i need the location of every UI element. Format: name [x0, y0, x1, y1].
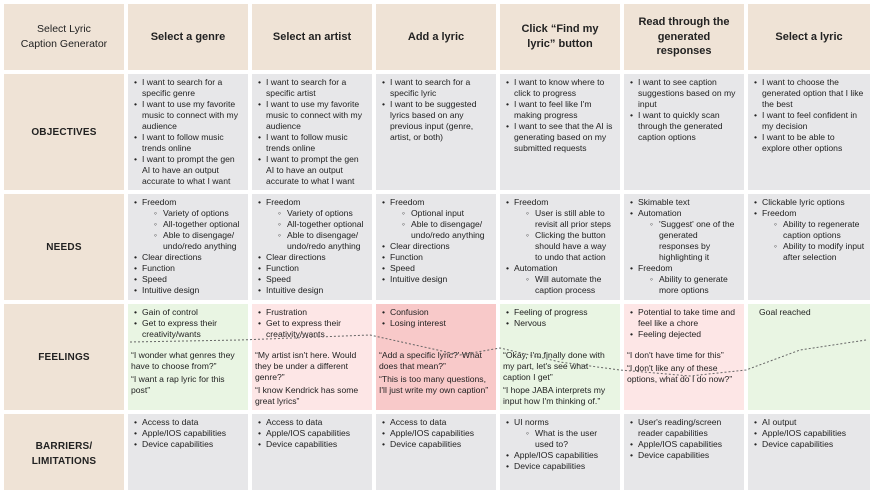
- barriers-cell: [376, 414, 496, 490]
- bullet-text: UI norms: [514, 417, 549, 427]
- bullet-text: Freedom: [638, 263, 673, 273]
- sub-bullet-item: ◦ Optional input: [402, 208, 491, 219]
- bullet-text: Device capabilities: [762, 439, 834, 449]
- bullet-item: [753, 208, 865, 263]
- bullet-list: [753, 197, 865, 263]
- feeling-list: [381, 307, 491, 329]
- bullet-text: Intuitive design: [390, 274, 448, 284]
- stage-header: [252, 4, 372, 70]
- user-quote: “I don't have time for this”: [627, 350, 724, 360]
- bullet-text: Apple/IOS capabilities: [142, 428, 227, 438]
- feeling-list: [257, 307, 367, 340]
- feeling-item: • Get to express their creativity/wants: [257, 318, 367, 340]
- sub-bullet-item: ◦ Able to disengage/ undo/redo anything: [154, 230, 243, 252]
- feelings-cell: [748, 304, 870, 410]
- feeling-item: • Feeling dejected: [629, 329, 739, 340]
- feeling-item: • Gain of control: [133, 307, 243, 318]
- bullet-item: [257, 274, 367, 285]
- bullet-item: [381, 241, 491, 252]
- bullet-item: • I want to choose the generated option that I like the best: [753, 77, 865, 110]
- bullet-item: [505, 263, 615, 296]
- bullet-list: [257, 417, 367, 450]
- bullet-item: • I want to know where to click to progress: [505, 77, 615, 99]
- bullet-text: Speed: [142, 274, 167, 284]
- bullet-list: [629, 77, 739, 143]
- objectives-cell: [624, 74, 744, 190]
- bullet-item: [505, 197, 615, 263]
- bullet-text: Apple/IOS capabilities: [266, 428, 351, 438]
- sub-bullet-list: [154, 208, 243, 252]
- feeling-item: • Confusion: [381, 307, 491, 318]
- bullet-text: Device capabilities: [638, 450, 710, 460]
- needs-cell: [128, 194, 248, 300]
- bullet-item: [629, 263, 739, 296]
- bullet-item: [381, 417, 491, 428]
- bullet-text: Intuitive design: [266, 285, 324, 295]
- sub-bullet-item: ◦ All-together optional: [154, 219, 243, 230]
- bullet-item: • I want to prompt the gen AI to have an output accurate to what I want: [133, 154, 243, 187]
- bullet-item: • I want to search for a specific genre: [133, 77, 243, 99]
- bullet-list: [257, 197, 367, 296]
- goal-reached-text: Goal reached: [759, 307, 811, 317]
- bullet-item: [381, 252, 491, 263]
- stage-label: Click “Find my lyric” button: [521, 23, 599, 50]
- sub-bullet-item: ◦ All-together optional: [278, 219, 367, 230]
- barriers-cell: [252, 414, 372, 490]
- bullet-item: [753, 197, 865, 208]
- bullet-list: [629, 197, 739, 296]
- bullet-item: • I want to quickly scan through the generated caption options: [629, 110, 739, 143]
- objectives-cell: [128, 74, 248, 190]
- feeling-list: [133, 307, 243, 340]
- barriers-cell: [624, 414, 744, 490]
- feeling-list: [505, 307, 615, 329]
- bullet-text: Device capabilities: [390, 439, 462, 449]
- needs-cell: [500, 194, 620, 300]
- feelings-cell: [252, 304, 372, 410]
- stage-header: [748, 4, 870, 70]
- bullet-text: Speed: [390, 263, 415, 273]
- user-quote: “This is too many questions, I'll just write my own caption”: [379, 374, 489, 395]
- bullet-text: Speed: [266, 274, 291, 284]
- bullet-item: • I want to use my favorite music to connect with my audience: [257, 99, 367, 132]
- bullet-text: Clear directions: [142, 252, 202, 262]
- bullet-item: [257, 439, 367, 450]
- bullet-item: [381, 274, 491, 285]
- bullet-item: • I want to be able to explore other options: [753, 132, 865, 154]
- bullet-item: • I want to search for a specific artist: [257, 77, 367, 99]
- bullet-item: [753, 428, 865, 439]
- bullet-text: Device capabilities: [142, 439, 214, 449]
- bullet-item: • I want to use my favorite music to connect with my audience: [133, 99, 243, 132]
- stage-label: Select a genre: [150, 30, 226, 43]
- row-label-text: FEELINGS: [38, 351, 90, 363]
- bullet-text: Freedom: [762, 208, 797, 218]
- sub-bullet-list: [526, 274, 615, 296]
- map-title-text: Select Lyric Caption Generator: [20, 23, 108, 50]
- user-quotes: [131, 350, 245, 398]
- bullet-list: [753, 77, 865, 154]
- feelings-cell: [624, 304, 744, 410]
- bullet-item: [629, 439, 739, 450]
- bullet-item: [629, 208, 739, 263]
- bullet-item: • I want to follow music trends online: [257, 132, 367, 154]
- user-quotes: [255, 350, 369, 409]
- bullet-item: [629, 197, 739, 208]
- row-label-feelings: [4, 304, 124, 410]
- bullet-item: • I want to feel like I'm making progress: [505, 99, 615, 121]
- sub-bullet-list: [650, 219, 739, 263]
- feeling-item: • Losing interest: [381, 318, 491, 329]
- stage-header: [128, 4, 248, 70]
- bullet-item: [629, 450, 739, 461]
- objectives-cell: [376, 74, 496, 190]
- stage-header: [500, 4, 620, 70]
- barriers-cell: [128, 414, 248, 490]
- sub-bullet-item: ◦ 'Suggest' one of the generated responses by highlighting it: [650, 219, 739, 263]
- sub-bullet-list: [402, 208, 491, 241]
- bullet-item: [381, 428, 491, 439]
- feelings-cell: [128, 304, 248, 410]
- user-quotes: [379, 350, 493, 398]
- bullet-item: [381, 439, 491, 450]
- bullet-list: [505, 77, 615, 154]
- bullet-item: [257, 428, 367, 439]
- barriers-cell: [748, 414, 870, 490]
- feeling-item: • Potential to take time and feel like a chore: [629, 307, 739, 329]
- bullet-item: [381, 263, 491, 274]
- sub-bullet-item: ◦ Variety of options: [154, 208, 243, 219]
- bullet-list: [753, 417, 865, 450]
- bullet-list: [505, 417, 615, 472]
- bullet-item: [133, 417, 243, 428]
- bullet-text: Access to data: [390, 417, 447, 427]
- bullet-text: AI output: [762, 417, 797, 427]
- bullet-item: • I want to feel confident in my decision: [753, 110, 865, 132]
- needs-cell: [376, 194, 496, 300]
- bullet-text: Clear directions: [266, 252, 326, 262]
- row-label-needs: [4, 194, 124, 300]
- stage-label: Select an artist: [272, 30, 352, 43]
- objectives-cell: [748, 74, 870, 190]
- feelings-cell: [376, 304, 496, 410]
- bullet-text: Access to data: [142, 417, 199, 427]
- bullet-item: [257, 285, 367, 296]
- bullet-list: [381, 77, 491, 143]
- bullet-text: Device capabilities: [514, 461, 586, 471]
- bullet-list: [257, 77, 367, 187]
- bullet-list: [381, 197, 491, 285]
- bullet-text: Device capabilities: [266, 439, 338, 449]
- bullet-text: Function: [266, 263, 299, 273]
- user-quote: “I know Kendrick has some great lyrics”: [255, 385, 359, 406]
- bullet-item: [753, 439, 865, 450]
- sub-bullet-item: ◦ User is still able to revisit all prior steps: [526, 208, 615, 230]
- bullet-text: Apple/IOS capabilities: [762, 428, 847, 438]
- bullet-item: [257, 252, 367, 263]
- sub-bullet-item: ◦ What is the user used to?: [526, 428, 615, 450]
- bullet-item: [257, 263, 367, 274]
- user-quote: “I want a rap lyric for this post”: [131, 374, 225, 395]
- sub-bullet-item: ◦ Ability to generate more options: [650, 274, 739, 296]
- bullet-item: [133, 252, 243, 263]
- bullet-item: [133, 274, 243, 285]
- sub-bullet-item: ◦ Clicking the button should have a way to undo that action: [526, 230, 615, 263]
- stage-header: [624, 4, 744, 70]
- user-quotes: [503, 350, 617, 409]
- sub-bullet-list: [526, 208, 615, 263]
- feeling-list: [629, 307, 739, 340]
- objectives-cell: [252, 74, 372, 190]
- user-quote: “I hope JABA interprets my input how I'm thinking of.”: [503, 385, 606, 406]
- bullet-item: • I want to be suggested lyrics based on any previous input (genre, artist, or both): [381, 99, 491, 143]
- bullet-text: Access to data: [266, 417, 323, 427]
- bullet-text: Apple/IOS capabilities: [638, 439, 723, 449]
- stage-header: [376, 4, 496, 70]
- bullet-text: Automation: [638, 208, 682, 218]
- feeling-item: • Get to express their creativity/wants: [133, 318, 243, 340]
- bullet-text: Freedom: [142, 197, 177, 207]
- sub-bullet-item: ◦ Will automate the caption process: [526, 274, 615, 296]
- bullet-list: [629, 417, 739, 461]
- bullet-text: Function: [390, 252, 423, 262]
- bullet-text: Skimable text: [638, 197, 690, 207]
- bullet-item: [505, 417, 615, 450]
- user-quote: “I don't like any of these options, what do I do now?”: [627, 363, 733, 384]
- sub-bullet-list: [278, 208, 367, 252]
- row-label-text: OBJECTIVES: [31, 126, 97, 138]
- user-quote: “I wonder what genres they have to choose from?”: [131, 350, 235, 371]
- bullet-item: • I want to search for a specific lyric: [381, 77, 491, 99]
- bullet-item: • I want to see that the AI is generating based on my submitted requests: [505, 121, 615, 154]
- needs-cell: [252, 194, 372, 300]
- bullet-item: [505, 461, 615, 472]
- bullet-text: Automation: [514, 263, 558, 273]
- needs-cell: [748, 194, 870, 300]
- bullet-text: Freedom: [514, 197, 549, 207]
- sub-bullet-list: [774, 219, 865, 263]
- bullet-item: [629, 417, 739, 439]
- sub-bullet-item: ◦ Ability to regenerate caption options: [774, 219, 865, 241]
- bullet-item: [257, 197, 367, 252]
- bullet-text: Clear directions: [390, 241, 450, 251]
- bullet-item: [133, 428, 243, 439]
- row-label-text: BARRIERS/ LIMITATIONS: [31, 441, 97, 467]
- bullet-item: [257, 417, 367, 428]
- bullet-item: [133, 439, 243, 450]
- sub-bullet-item: ◦ Able to disengage/ undo/redo anything: [402, 219, 491, 241]
- user-quote: “My artist isn't here. Would they be under a different genre?”: [255, 350, 357, 382]
- objectives-cell: [500, 74, 620, 190]
- bullet-item: [505, 450, 615, 461]
- bullet-text: Freedom: [266, 197, 301, 207]
- bullet-text: Freedom: [390, 197, 425, 207]
- bullet-item: [753, 417, 865, 428]
- bullet-list: [133, 197, 243, 296]
- bullet-text: User's reading/screen reader capabilities: [638, 417, 722, 438]
- bullet-list: [133, 417, 243, 450]
- row-label-objectives: [4, 74, 124, 190]
- bullet-item: [133, 197, 243, 252]
- feeling-item: • Frustration: [257, 307, 367, 318]
- bullet-list: [133, 77, 243, 187]
- bullet-list: [505, 197, 615, 296]
- user-quotes: [627, 350, 741, 387]
- bullet-item: • I want to see caption suggestions based on my input: [629, 77, 739, 110]
- feelings-cell: [500, 304, 620, 410]
- bullet-text: Apple/IOS capabilities: [390, 428, 475, 438]
- bullet-list: [381, 417, 491, 450]
- stage-label: Add a lyric: [407, 30, 465, 43]
- needs-cell: [624, 194, 744, 300]
- sub-bullet-item: ◦ Ability to modify input after selection: [774, 241, 865, 263]
- barriers-cell: [500, 414, 620, 490]
- user-quote: “Add a specific lyric?' What does that mean?”: [379, 350, 482, 371]
- bullet-item: [133, 263, 243, 274]
- bullet-item: [381, 197, 491, 241]
- feeling-item: • Feeling of progress: [505, 307, 615, 318]
- bullet-item: • I want to follow music trends online: [133, 132, 243, 154]
- row-label-text: NEEDS: [46, 241, 82, 253]
- bullet-item: • I want to prompt the gen AI to have an output accurate to what I want: [257, 154, 367, 187]
- map-title: [4, 4, 124, 70]
- bullet-item: [133, 285, 243, 296]
- bullet-text: Apple/IOS capabilities: [514, 450, 599, 460]
- stage-label: Read through the generated responses: [638, 15, 730, 58]
- bullet-text: Function: [142, 263, 175, 273]
- row-label-barriers: [4, 414, 124, 490]
- sub-bullet-list: [526, 428, 615, 450]
- sub-bullet-item: ◦ Able to disengage/ undo/redo anything: [278, 230, 367, 252]
- sub-bullet-item: ◦ Variety of options: [278, 208, 367, 219]
- bullet-text: Clickable lyric options: [762, 197, 845, 207]
- user-quote: “Okay, I'm finally done with my part, let's see what caption I get”: [503, 350, 605, 382]
- feeling-item: • Nervous: [505, 318, 615, 329]
- journey-map: [4, 4, 870, 486]
- stage-label: Select a lyric: [775, 30, 843, 43]
- sub-bullet-list: [650, 274, 739, 296]
- bullet-text: Intuitive design: [142, 285, 200, 295]
